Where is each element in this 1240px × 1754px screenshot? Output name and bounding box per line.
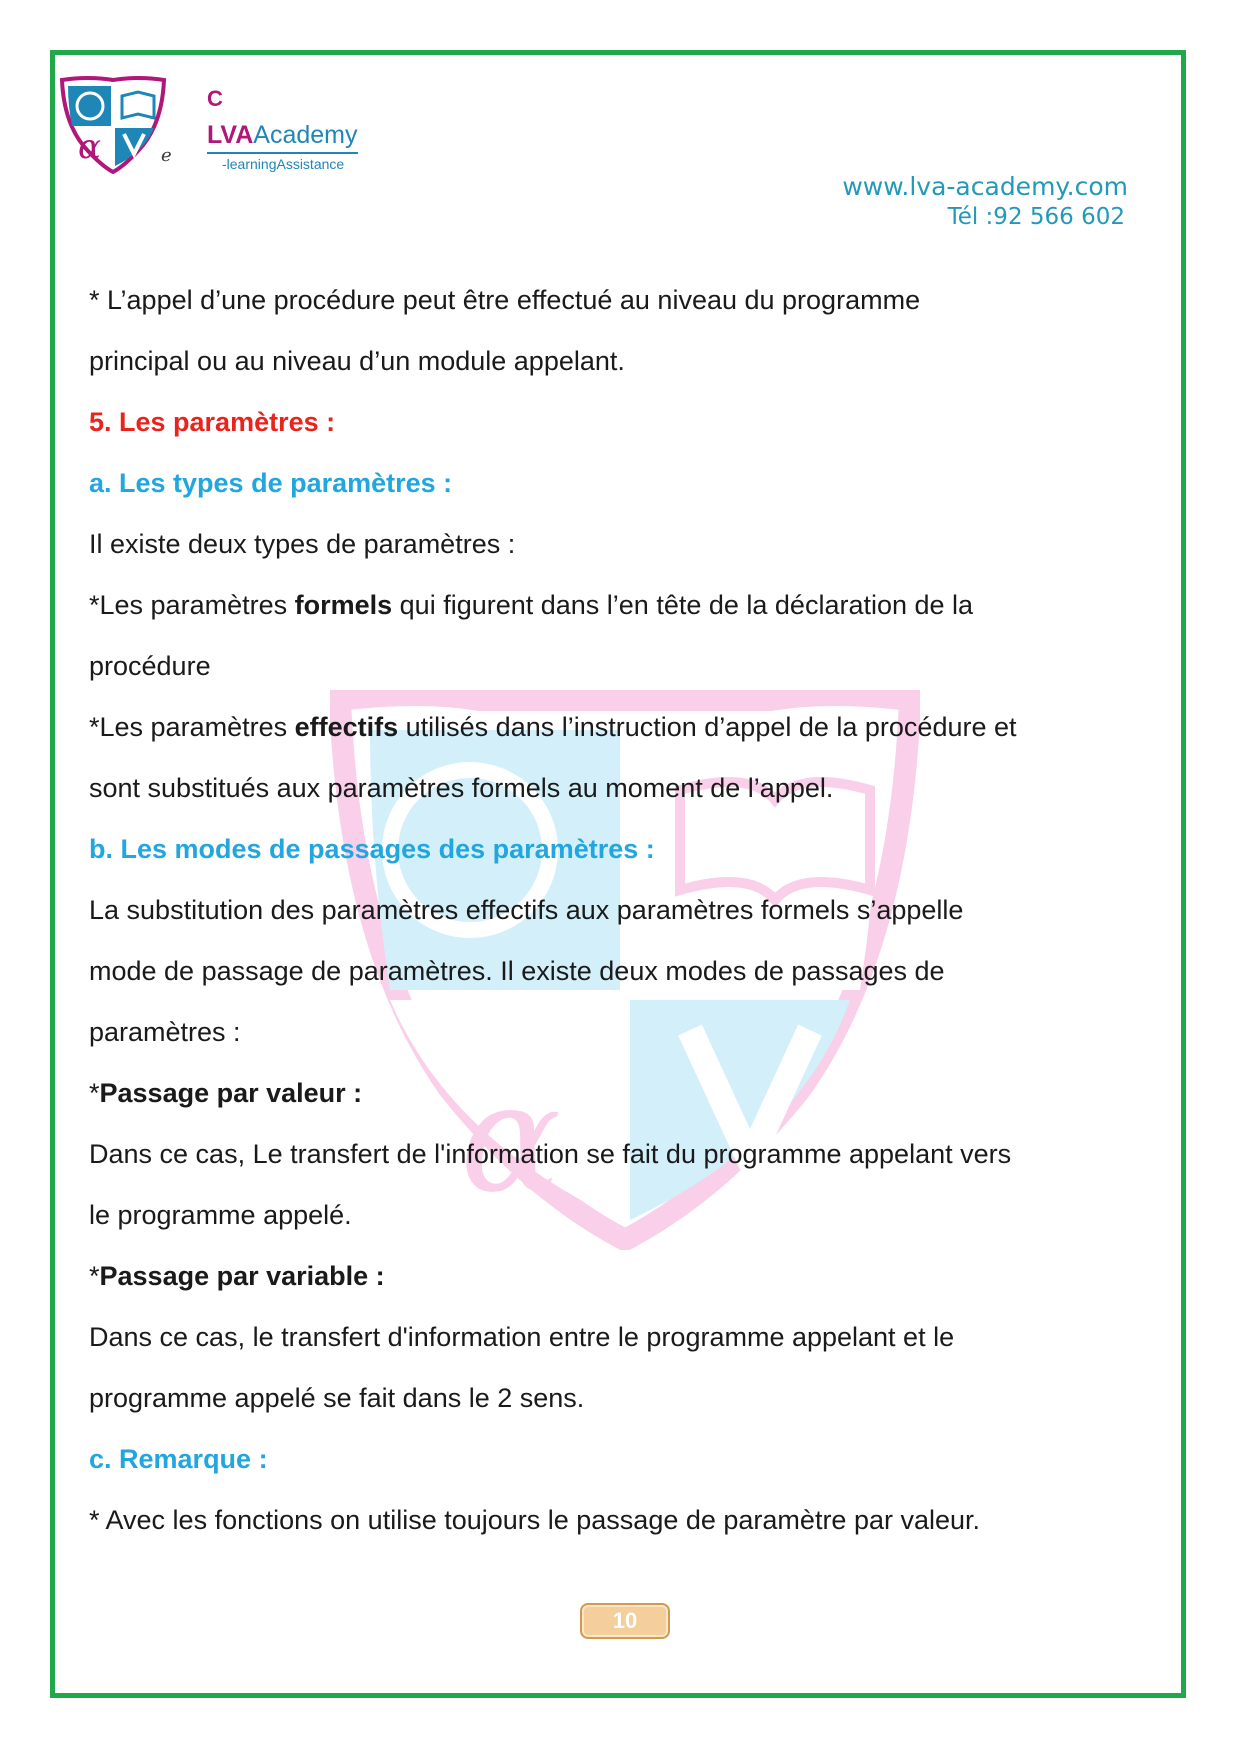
- bold-term: Passage par valeur :: [99, 1078, 363, 1108]
- text-line: sont substitués aux paramètres formels au moment de l’appel.: [89, 773, 834, 803]
- text-line: * L’appel d’une procédure peut être effectué au niveau du programme: [89, 285, 921, 315]
- text-line: mode de passage de paramètres. Il existe deux modes de passages de: [89, 956, 945, 986]
- subsection-heading: a. Les types de paramètres :: [89, 468, 453, 498]
- section-heading: 5. Les paramètres :: [89, 407, 336, 437]
- svg-text:α: α: [460, 1052, 562, 1226]
- text-line: [89, 697, 1149, 758]
- text-line: paramètres :: [89, 1017, 241, 1047]
- text-segment: *Les paramètres: [89, 712, 295, 742]
- svg-text:α: α: [78, 127, 101, 167]
- brand-underline: [207, 152, 358, 154]
- text-line: Il existe deux types de paramètres :: [89, 529, 516, 559]
- text-segment: utilisés dans l’instruction d’appel de la procédure et: [398, 712, 1017, 742]
- website-link[interactable]: www.lva-academy.com: [842, 172, 1128, 201]
- text-line: Dans ce cas, Le transfert de l'information se fait du programme appelant vers: [89, 1139, 1012, 1169]
- text-line: principal ou au niveau d’un module appelant.: [89, 346, 625, 376]
- document-body: [89, 270, 1149, 1551]
- text-segment: *: [89, 1078, 100, 1108]
- text-segment: *Les paramètres: [89, 590, 295, 620]
- brand-tagline: -learningAssistance: [222, 156, 345, 172]
- brand-lva: LVA: [207, 121, 254, 149]
- bold-term: Passage par variable :: [99, 1261, 385, 1291]
- bold-term: effectifs: [294, 712, 399, 742]
- brand-name: [207, 121, 358, 150]
- text-segment: qui figurent dans l’en tête de la déclaration de la: [392, 590, 974, 620]
- text-line: procédure: [89, 651, 211, 681]
- subsection-heading: c. Remarque :: [89, 1444, 268, 1474]
- bold-term: formels: [294, 590, 393, 620]
- lva-shield-logo-icon: [58, 76, 168, 174]
- text-line: La substitution des paramètres effectifs aux paramètres formels s’appelle: [89, 895, 964, 925]
- text-line: programme appelé se fait dans le 2 sens.: [89, 1383, 585, 1413]
- text-line: [89, 575, 1149, 636]
- text-line: le programme appelé.: [89, 1200, 352, 1230]
- brand-letter: C: [207, 86, 223, 111]
- phone-number: Tél :92 566 602: [947, 204, 1125, 230]
- brand-academy: Academy: [253, 121, 358, 149]
- logo-letter: e: [161, 145, 172, 166]
- text-line: [89, 1246, 1149, 1307]
- text-line: [89, 1063, 1149, 1124]
- subsection-heading: b. Les modes de passages des paramètres :: [89, 834, 655, 864]
- text-line: * Avec les fonctions on utilise toujours le passage de paramètre par valeur.: [89, 1505, 981, 1535]
- page-number-badge: 10: [580, 1603, 670, 1639]
- text-line: Dans ce cas, le transfert d'information entre le programme appelant et le: [89, 1322, 955, 1352]
- text-segment: *: [89, 1261, 100, 1291]
